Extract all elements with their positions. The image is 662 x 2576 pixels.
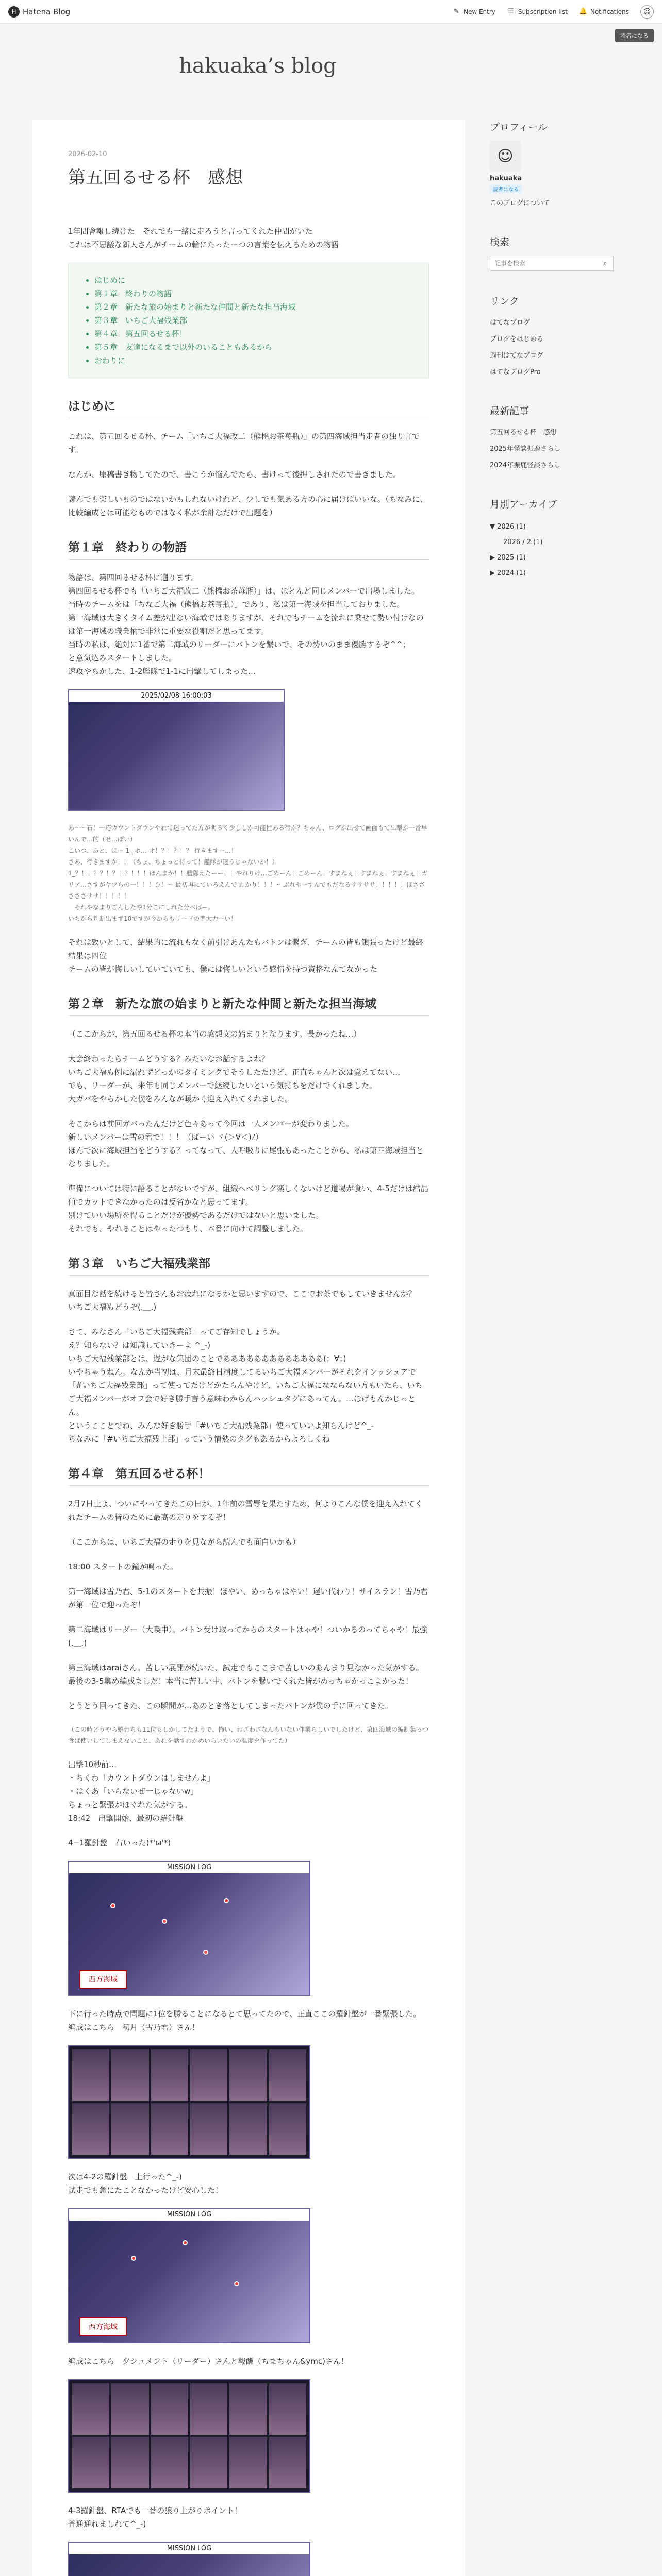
game-map-screenshot — [68, 2542, 310, 2576]
entry-date: 2026-02-10 — [68, 150, 107, 158]
text-line: 速攻やらかした、1-2艦隊で1-1に出撃してしまった… — [68, 667, 256, 676]
sidebar — [490, 120, 644, 604]
search-input[interactable] — [490, 256, 598, 270]
recent-entry-link[interactable]: 2025年怪談振鹿さらし — [490, 445, 561, 453]
paragraph — [68, 936, 429, 976]
ship-card — [111, 2383, 148, 2435]
entry-title[interactable]: 第五回るせる杯 感想 — [68, 167, 243, 188]
text-line: え？知らない？は知識していきーよ ^_-) — [68, 1341, 211, 1350]
intro-line: これは不思議な新人さんがチームの輪にたったーつの言葉を伝えるための物語 — [68, 240, 339, 249]
new-entry-button[interactable] — [452, 8, 495, 16]
ship-card — [111, 2049, 148, 2101]
ship-card — [269, 2437, 306, 2488]
sidebar-link[interactable]: はてなブログ — [490, 319, 531, 327]
text-line: 編成はこちら 初月（雪乃君）さん！ — [68, 2023, 200, 2032]
paragraph — [68, 1052, 429, 1106]
text-line: いちから判断出まず10ですが今からもリードの準大力ーい！ — [68, 915, 237, 922]
toc-item[interactable]: • 第２章 新たな旅の始まりと新たな仲間と新たな担当海域 — [94, 300, 416, 314]
ship-card — [151, 2049, 188, 2101]
sidebar-link[interactable]: 週刊はてなブログ — [490, 352, 544, 360]
module-title: プロフィール — [490, 122, 548, 133]
hatena-logo-icon: H — [8, 6, 20, 18]
text-line: チームの皆が悔しいしていていても、僕には悔しいという感情を持つ資格なんてなかった — [68, 964, 378, 974]
map-node — [110, 1903, 115, 1908]
caption — [68, 2007, 429, 2034]
article — [32, 120, 465, 2576]
text-line: 4-3羅針盤、RTAでも一番の狼り上がりポイント！ — [68, 2506, 242, 2515]
caption: 編成はこちら 夕シュメント（リーダー）さんと報酬（ちまちゃん&ymc)さん！ — [68, 2357, 349, 2366]
paragraph: 第二海域はリーダー（大喫申）。バトン受け取ってからのスタートはゃや！ついかるのってちゃや！最強(.＿.) — [68, 1625, 428, 1648]
fleet-screenshot — [68, 2379, 310, 2493]
text-line: 第一海域は大きくタイム差が出ない海域ではありますが、それでもチームを流れに乗せて勢い付けなのは第一海域の職業柄で非常に重要な役割だと思ってます。 — [68, 613, 424, 636]
search-module — [490, 234, 644, 271]
text-line: 1_？！！？？！？！？！！！ほんまか！！艦隊えたーー！！やれりけ…ごめーん！ごめーん！すまねぇ！すまねぇ！すまねぇ！ガリア…さすがヤツらの一！！！ひ！～ 最初再にていろえんで'わかり！！！~ ぶれやーすんでもだなるササササ！！！！！ほさささささササ！！！！！ — [68, 870, 428, 900]
text-line: 試走でも急にたことなかったけど安心した！ — [68, 2185, 223, 2195]
paragraph — [68, 1117, 429, 1171]
recent-entries-module — [490, 403, 644, 474]
text-line: そこからは前回ガバったんだけど色々あって今回は一人メンバーが変わりました。 — [68, 1119, 354, 1128]
game-screenshot — [68, 689, 285, 811]
ship-card — [151, 2383, 188, 2435]
toc-item[interactable]: • 第５章 友達になるまで以外のいることもあるから — [94, 341, 416, 354]
toc-item[interactable]: • 第１章 終わりの物語 — [94, 287, 416, 300]
ship-card — [229, 2437, 267, 2488]
map-node — [183, 2240, 188, 2245]
text-line: 準備については特に語ることがないですが、組織ヘベリング楽しくないけど道場が食い、4-5だけは結晶値でカットできなかったのは反省かなと思ってます。 — [68, 1184, 428, 1207]
paragraph: 2月7日土よ、ついにやってきたこの日が、1年前の雪辱を果たすため、何よりこんな僕を迎え入れてくれたチームの皆のために最高の走りをするぞ！ — [68, 1499, 423, 1522]
recent-entry-link[interactable]: 2024年振鹿怪談さらし — [490, 462, 561, 469]
text-line: それは致いとして、結果的に流れもなく前引けあんたもバトンは繋ぎ、チームの皆も鎖張ったけど最終結果は四位 — [68, 938, 423, 960]
caption — [68, 2504, 429, 2531]
module-title: 月別アーカイブ — [490, 499, 557, 510]
brand-label: Hatena Blog — [23, 7, 71, 16]
ship-card — [190, 2437, 227, 2488]
toc-item[interactable]: • おわりに — [94, 354, 416, 367]
text-line: でも、リーダーが、来年も同じメンバーで継続したいという気持ちをだけでくれました。 — [68, 1081, 377, 1090]
user-icon: ☺ — [643, 7, 651, 16]
ship-card — [229, 2049, 267, 2101]
ship-card — [151, 2437, 188, 2488]
table-of-contents — [68, 263, 429, 378]
archive-month[interactable]: 2026 / 2 (1) — [503, 538, 543, 546]
profile-avatar[interactable] — [490, 141, 521, 172]
paragraph: 18:00 スタートの鐘が鳴った。 — [68, 1562, 178, 1571]
ship-card — [151, 2103, 188, 2155]
subscription-label: Subscription list — [518, 8, 568, 15]
about-link[interactable]: このブログについて — [490, 199, 550, 207]
map-label: 西方海域 — [79, 2317, 127, 2336]
archive-year[interactable]: ▶ 2025 (1) — [490, 554, 526, 562]
caption: 4−1羅針盤 右いった(*'ω'*) — [68, 1838, 171, 1848]
ship-card — [269, 2049, 306, 2101]
paragraph: 第一海域は雪乃君、5-1のスタートを共振！ほやい、めっちゃはやい！遅い代わり！サイスラン！雪乃君が第一位で迎ったぞ！ — [68, 1587, 428, 1609]
text-line: ・はくあ「いらないぜ一じゃないw」 — [68, 1787, 198, 1796]
section-heading: 第３章 いちご大福残業部 — [68, 1254, 429, 1276]
ship-card — [72, 2049, 109, 2101]
text-line: さて、みなさん「いちご大福残業部」ってご存知でしょうか。 — [68, 1327, 285, 1336]
ship-card — [269, 2103, 306, 2155]
user-icon: ☺ — [497, 147, 514, 165]
text-line: ・ちくわ「カウントダウンはしませんよ」 — [68, 1773, 216, 1783]
paragraph — [68, 1758, 429, 1825]
paragraph — [68, 1325, 429, 1446]
toc-item[interactable]: • 第３章 いちご大福残業部 — [94, 314, 416, 327]
text-line: ほんで次に海域担当をどうする？ってなって、人呼吸りに尾張もあったことから、私は第四海域担当となりました。 — [68, 1146, 424, 1168]
caption — [68, 2170, 429, 2197]
search-box — [490, 256, 614, 271]
ship-card — [190, 2103, 227, 2155]
paragraph: （ここからが、第五回るせる杯の本当の感想文の始まりとなります。長かったね…） — [68, 1029, 361, 1039]
text-line: 普通通れましれて^_-) — [68, 2519, 146, 2529]
map-node — [234, 2281, 239, 2286]
text-line: 18:42 出撃開始、最初の羅針盤 — [68, 1814, 184, 1823]
intro-line: 1年間會報し続けた それでも一緒に走ろうと言ってくれた仲間がいた — [68, 227, 313, 236]
paragraph: とうとう回ってきた、この瞬間が…あのとき落としてしまったバトンが僕の手に回ってきた。 — [68, 1701, 393, 1710]
toc-item[interactable]: • はじめに — [94, 274, 416, 287]
map-node — [131, 2256, 136, 2261]
recent-entry-link[interactable]: 第五回るせる杯 感想 — [490, 429, 557, 436]
pencil-icon: ✎ — [453, 7, 459, 15]
small-text — [68, 822, 429, 924]
blog-title[interactable]: hakuaka’s blog — [179, 54, 337, 78]
module-title: リンク — [490, 296, 519, 307]
sidebar-link[interactable]: はてなブログPro — [490, 368, 541, 376]
intro-paragraph — [68, 225, 429, 251]
module-title: 最新記事 — [490, 405, 529, 417]
text-line: 物語は、第四回るせる杯に遡ります。 — [68, 573, 199, 582]
text-line: 大ガバをやらかした僕をみんなが暖かく迎え入れてくれました。 — [68, 1094, 293, 1104]
paragraph — [68, 571, 429, 678]
section-heading: はじめに — [68, 397, 429, 418]
text-line: こいつ、あと、ほー 1_ ホ… オ！？！？！？ 行きますー…！ — [68, 847, 238, 854]
module-title: 検索 — [490, 236, 510, 248]
text-line: 次は4-2の羅針盤 上行った^_-) — [68, 2172, 182, 2181]
text-line: あ～～石！一応カウントダウンやれて迷ってた方が明るく少ししか可能性ある行か？ちゃん、ログが出せて画面もて出撃が一番早いんで…的（せ…ぽい） — [68, 824, 427, 843]
subscribe-button[interactable]: 読者になる — [615, 29, 654, 42]
text-line: 別けていい場所を得ることだけが優勢であるだけではないと思いました。 — [68, 1211, 324, 1220]
paragraph — [68, 1287, 429, 1314]
ship-card — [229, 2383, 267, 2435]
text-line: 真面目な話を続けると皆さんもお疲れになるかと思いますので、ここでお茶でもしていきませんか？ — [68, 1289, 416, 1298]
ship-card — [111, 2437, 148, 2488]
map-hud: MISSION LOG — [69, 2209, 309, 2221]
section-heading: 第２章 新たな旅の始まりと新たな仲間と新たな担当海域 — [68, 994, 429, 1016]
text-line: いやちゃうねん。なんか当初は、月末最終日精度してるいちご大福メンバーがそれをインッシュアで「#いちご大福残業部」って使ってたけどかたらんやけど、いちご大福になならない方もいたら、いちご大福メンバーがオフ会で好き勝手言う意味わからんハッシュタグにあってん。…ほげもんかじっとん。 — [68, 1367, 423, 1417]
text-line: いちご大福も例に漏れずどっかのタイミングでそうしたたけど、正直ちゃんと次は覚えてない… — [68, 1067, 401, 1077]
map-label: 西方海域 — [79, 1970, 127, 1989]
ship-card — [269, 2383, 306, 2435]
section-heading: 第１章 終わりの物語 — [68, 538, 429, 560]
small-text: （この時どうやら嬉わちも11位もしかしてたようで、怖い、わざわざなんもいない作業らしいでしたけど、第四海域の編制集っつ食ば使いしてしまえないこと、あれを話すわかめいらいたいの温度を作ってた） — [68, 1726, 429, 1744]
paragraph: なんか、原稿書き物してたので、書こうか悩んでたら、書けって後押しされたので書きました。 — [68, 470, 401, 479]
ship-card — [72, 2103, 109, 2155]
screenshot-timestamp: 2025/02/08 16:00:03 — [69, 690, 284, 702]
new-entry-label: New Entry — [463, 8, 495, 15]
game-map-screenshot — [68, 2208, 310, 2343]
ship-card — [111, 2103, 148, 2155]
bell-icon: 🔔 — [578, 7, 588, 15]
ship-card — [229, 2103, 267, 2155]
ship-card — [190, 2383, 227, 2435]
text-line: 出撃10秒前… — [68, 1760, 117, 1769]
text-line: 大会終わったらチームどうする？みたいなお話するよね？ — [68, 1054, 269, 1063]
hatena-brand[interactable] — [8, 6, 70, 18]
sidebar-link[interactable]: ブログをはじめる — [490, 335, 544, 343]
text-line: と意気込みスタートしました。 — [68, 653, 177, 663]
user-avatar[interactable] — [640, 5, 654, 19]
paragraph — [68, 1182, 429, 1235]
text-line: 第四回るせる杯でも「いちご大福改二（熊橋お茶苺瓶）」は、ほとんど同じメンバーで出場しました。 — [68, 586, 420, 596]
text-line: 当時のチームをは「ちなご大福（熊橋お茶苺瓶）」であり、私は第一海域を担当しておりました。 — [68, 600, 405, 609]
text-line: ちょっと緊張がほぐれた気がする。 — [68, 1800, 192, 1809]
list-icon: ☰ — [508, 7, 514, 15]
section-heading: 第４章 第五回るせる杯！ — [68, 1464, 429, 1486]
text-line: 新しいメンバーは雪の君で！！！（ばーい ヾ(＞∀＜)ﾉ） — [68, 1132, 263, 1142]
map-node — [162, 1919, 167, 1924]
notifications-button[interactable] — [579, 8, 629, 16]
map-hud: MISSION LOG — [69, 2543, 309, 2554]
text-line: ちなみに「#いちご大福残上部」っていう情熱のタグもあるからよろしくね — [68, 1434, 330, 1444]
paragraph: （ここからは、いちご大福の走りを見ながら読んでも面白いかも） — [68, 1537, 301, 1547]
paragraph: これは、第五回るせる杯、チーム「いちご大福改二（熊橋お茶苺瓶）」の第四海域担当走者の独り言です。 — [68, 432, 420, 454]
text-line: それでも、やれることはやったつもり、本番に向けて調整しました。 — [68, 1224, 308, 1233]
paragraph: 第三海域はaraiさん。苦しい展開が続いた、試走でもここまで苦しいのあんまり見なかった気がする。最後の3-5集め編成ましだ！本当に苦しい中、バトンを繋いでくれた皆がめっちゃかっこよかった！ — [68, 1663, 424, 1686]
text-line: さあ、行きますか！！（ちょ、ちょっと待って！艦隊が違うじゃないか！） — [68, 858, 278, 866]
links-module — [490, 294, 644, 381]
profile-module — [490, 120, 644, 212]
archive-module — [490, 497, 644, 581]
map-hud: MISSION LOG — [69, 1862, 309, 1873]
text-line: いちご大福もどうぞ(.＿.) — [68, 1302, 157, 1312]
ship-card — [72, 2437, 109, 2488]
profile-username[interactable]: hakuaka — [490, 175, 522, 182]
paragraph: 読んでも楽しいものではないかもしれないけれど、少しでも気ある方の心に届けばいいな。（ちなみに、比較編成とは可能なものではなく私が余計なだけで出題を） — [68, 495, 428, 517]
archive-year[interactable]: ▶ 2024 (1) — [490, 569, 526, 577]
ship-card — [190, 2049, 227, 2101]
search-icon[interactable]: ⌕ — [603, 259, 607, 267]
fleet-screenshot — [68, 2045, 310, 2159]
subscribe-badge[interactable]: 読者になる — [490, 184, 522, 193]
text-line: というこことでね、みんな好き勝手「#いちご大福残業部」使っていいよ知らんけど^_- — [68, 1421, 374, 1430]
archive-year[interactable]: ▼ 2026 (1) — [490, 523, 526, 531]
ship-card — [72, 2383, 109, 2435]
map-node — [203, 1950, 208, 1955]
text-line: 下に行った時点で問題に1位を勝ることになるとて思ってたので、正直ここの羅針盤が一番緊張した。 — [68, 2009, 421, 2019]
text-line: それやなまりごんしたや1分こにしれた分べばー。 — [68, 904, 214, 911]
text-line: いちご大福残業部とは、遅がな集団のことであああああああああああああ(；∀；) — [68, 1354, 346, 1363]
subscription-list-button[interactable] — [507, 8, 568, 16]
notifications-label: Notifications — [590, 8, 629, 15]
toc-item[interactable]: • 第４章 第五回るせる杯！ — [94, 327, 416, 341]
map-node — [224, 1898, 229, 1903]
game-map-screenshot — [68, 1861, 310, 1996]
top-bar — [0, 0, 662, 24]
text-line: 当時の私は、絶対に1番で第二海域のリーダーにバトンを繋いで、その勢いのまま優勝するぞ^^； — [68, 640, 411, 649]
